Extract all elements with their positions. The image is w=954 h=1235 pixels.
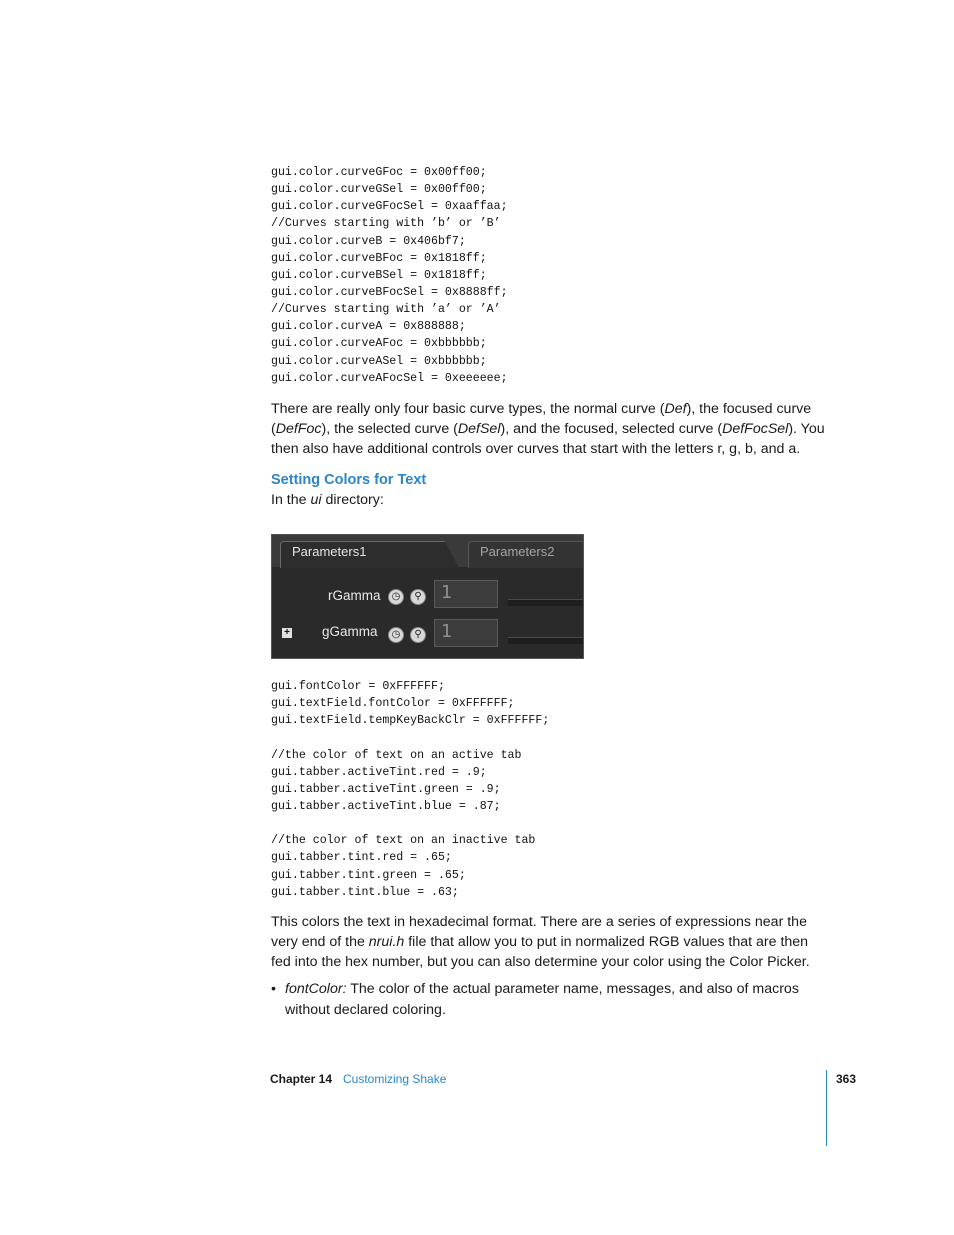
page-number: 363 [836, 1072, 857, 1086]
code-line: gui.color.curveGFocSel = 0xaaffaa; [271, 200, 508, 214]
text-run: ), and the focused, selected curve ( [500, 421, 723, 438]
code-line: gui.color.curveBFoc = 0x1818ff; [271, 251, 487, 265]
rgamma-slider[interactable] [508, 599, 584, 606]
code-line: gui.color.curveBFocSel = 0x8888ff; [271, 285, 508, 299]
code-line [271, 815, 549, 832]
code-line: gui.color.curveASel = 0xbbbbbb; [271, 354, 487, 368]
in-directory-note [271, 492, 384, 508]
code-line: //Curves starting with ’b’ or ’B’ [271, 217, 501, 231]
italic-term: Def [664, 401, 687, 417]
code-line: gui.tabber.activeTint.green = .9; [271, 782, 501, 796]
code-line: gui.fontColor = 0xFFFFFF; [271, 680, 445, 693]
parameters-panel-screenshot [271, 534, 584, 659]
code-line: gui.color.curveB = 0x406bf7; [271, 234, 466, 248]
footer-chapter-title[interactable]: Customizing Shake [343, 1072, 447, 1086]
param-row-ggamma [272, 619, 584, 653]
code-line [271, 729, 549, 746]
code-line: gui.color.curveA = 0x888888; [271, 320, 466, 334]
text-run: directory: [321, 492, 384, 508]
code-line: gui.tabber.tint.green = .65; [271, 868, 466, 882]
code-line: gui.color.curveGSel = 0x00ff00; [271, 183, 487, 197]
code-line: //Curves starting with ’a’ or ’A’ [271, 303, 501, 317]
field-value: 1 [441, 621, 453, 642]
code-line: //the color of text on an active tab [271, 748, 522, 762]
paragraph-hex-format [271, 912, 831, 973]
footer-chapter: Chapter 14 [270, 1072, 333, 1086]
field-value: 1 [441, 582, 453, 603]
code-line: gui.color.curveAFoc = 0xbbbbbb; [271, 337, 487, 351]
tab-parameters1-label: Parameters1 [292, 544, 367, 559]
code-block-font-colors [271, 678, 549, 901]
param-row-rgamma [272, 579, 584, 613]
param-label: rGamma [328, 588, 381, 603]
code-line: gui.textField.fontColor = 0xFFFFFF; [271, 697, 515, 711]
italic-term: DefFocSel [722, 421, 789, 438]
code-line: //the color of text on an inactive tab [271, 834, 536, 848]
ggamma-value-field[interactable] [434, 619, 498, 647]
ggamma-slider[interactable] [508, 637, 584, 644]
code-line: gui.color.curveGFoc = 0x00ff00; [271, 166, 487, 179]
tab-parameters2-label: Parameters2 [480, 544, 555, 559]
paragraph-curve-types [271, 399, 831, 460]
param-label: gGamma [322, 624, 378, 639]
footer-divider [826, 1070, 827, 1146]
italic-term: DefFoc [275, 421, 322, 438]
rgamma-value-field[interactable] [434, 580, 498, 608]
text-run: In the [271, 492, 311, 508]
clock-icon[interactable]: ◷ [388, 589, 404, 605]
section-heading: Setting Colors for Text [271, 472, 427, 488]
code-line: gui.color.curveAFocSel = 0xeeeeee; [271, 371, 508, 385]
code-line: gui.color.curveBSel = 0x1818ff; [271, 268, 487, 282]
code-line: gui.tabber.tint.red = .65; [271, 851, 452, 865]
bullet-font-color [271, 979, 831, 1021]
italic-term: DefSel [457, 421, 501, 438]
bullet-dot: • [271, 981, 276, 997]
text-run: The color of the actual parameter name, messages, and also of macros without declared coloring. [285, 981, 799, 1018]
clock-icon[interactable]: ◷ [388, 627, 404, 643]
lock-icon[interactable]: ⚲ [410, 589, 426, 605]
italic-term: nrui.h [368, 934, 405, 951]
italic-term: fontColor: [285, 981, 347, 997]
text-run: ), the selected curve ( [321, 421, 458, 438]
code-line: gui.tabber.activeTint.blue = .87; [271, 799, 501, 813]
text-run: This colors the text in hexadecimal format. There are a series of expressions near the very end of the [271, 914, 807, 951]
bullet-text [271, 979, 831, 1021]
code-line: gui.textField.tempKeyBackClr = 0xFFFFFF; [271, 714, 550, 728]
text-run: ). You then also have additional controls over curves that start with the letters r, g, b, and a. [271, 421, 825, 458]
code-line: gui.tabber.activeTint.red = .9; [271, 765, 487, 779]
expand-icon[interactable]: + [282, 628, 292, 638]
code-line: gui.tabber.tint.blue = .63; [271, 885, 459, 899]
text-run: file that allow you to put in normalized RGB values that are then fed into the hex number, but you can also determine your color using the Color Picker. [271, 934, 810, 971]
lock-icon[interactable]: ⚲ [410, 627, 426, 643]
italic-term: ui [310, 492, 322, 508]
text-run: ), the focused curve ( [271, 401, 812, 438]
code-block-curve-colors [271, 164, 508, 387]
text-run: There are really only four basic curve types, the normal curve ( [271, 401, 665, 417]
